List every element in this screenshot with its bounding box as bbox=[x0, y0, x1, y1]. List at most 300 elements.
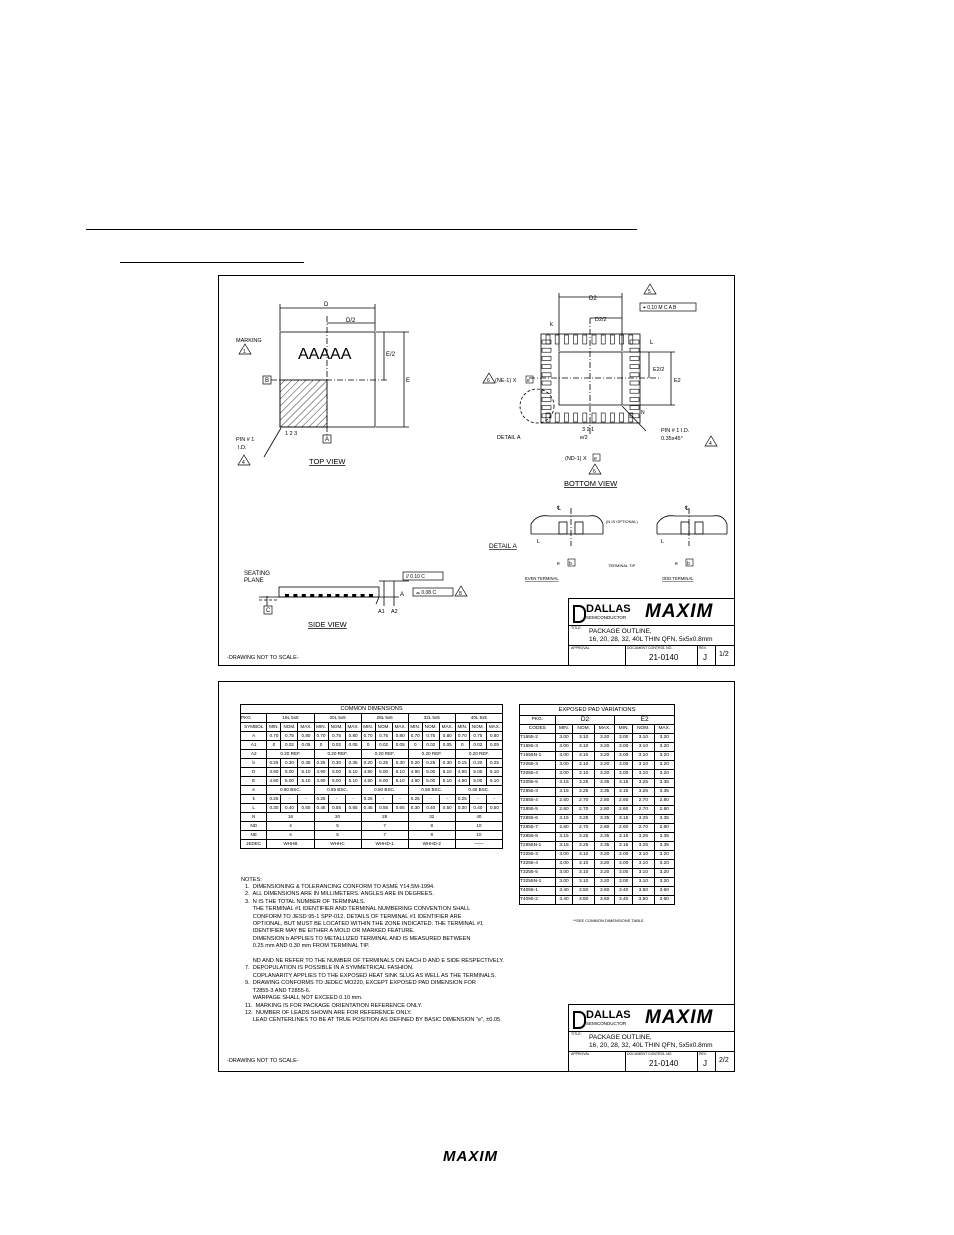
value-cell: 0.70 bbox=[408, 732, 422, 741]
side-terminal bbox=[344, 594, 348, 597]
value-cell: - bbox=[281, 795, 298, 804]
value-cell: 3.00 bbox=[615, 743, 633, 752]
title-line-2: 16, 20, 28, 32, 40L THIN QFN, 5x5x0.8mm bbox=[589, 636, 713, 643]
dim-e-half: E/2 bbox=[386, 352, 396, 358]
pkg-code-cell: T2855-8 bbox=[520, 833, 556, 842]
value-cell: WHHC bbox=[314, 840, 361, 849]
value-cell: 3.00 bbox=[615, 860, 633, 869]
dallas-brand: DALLAS bbox=[586, 603, 631, 615]
value-cell: 3.00 bbox=[555, 878, 573, 887]
value-cell: 0.25 bbox=[361, 795, 375, 804]
value-cell: 5.10 bbox=[345, 768, 361, 777]
bottom-view-title: BOTTOM VIEW bbox=[564, 479, 618, 488]
pkg-code-cell: T2855N-1 bbox=[520, 842, 556, 851]
drawing-sheet-2 bbox=[218, 681, 735, 1072]
value-cell: 3.15 bbox=[555, 842, 573, 851]
value-cell: 0.80 bbox=[439, 732, 455, 741]
approval-label: APPROVAL bbox=[571, 1052, 590, 1056]
value-cell: 3.50 bbox=[633, 896, 655, 905]
min-nom-max-header: MIN. bbox=[615, 725, 633, 734]
common-row bbox=[241, 795, 503, 804]
value-cell: 0.65 bbox=[345, 804, 361, 813]
value-cell: 3.00 bbox=[555, 770, 573, 779]
min-nom-max-header: MAX. bbox=[345, 723, 361, 732]
value-cell: 3.25 bbox=[633, 842, 655, 851]
value-cell: 5.10 bbox=[439, 777, 455, 786]
pad-top bbox=[592, 335, 596, 344]
notes-title: NOTES: bbox=[241, 877, 262, 883]
pad-top bbox=[620, 335, 624, 344]
value-cell: 3.00 bbox=[615, 851, 633, 860]
side-terminal bbox=[369, 594, 373, 597]
value-cell: 2.70 bbox=[573, 824, 595, 833]
exposed-row bbox=[520, 734, 675, 743]
pad-bottom bbox=[564, 413, 568, 422]
title-label: TITLE: bbox=[571, 626, 582, 630]
chamfer-label: 0.35x45° bbox=[661, 436, 683, 442]
value-cell: 3.10 bbox=[633, 878, 655, 887]
value-cell: 3.50 bbox=[633, 887, 655, 896]
pad-right bbox=[630, 340, 639, 344]
marking-label: MARKING bbox=[236, 338, 262, 344]
min-nom-max-header: MIN. bbox=[555, 725, 573, 734]
value-cell: - bbox=[469, 795, 486, 804]
common-row bbox=[241, 750, 503, 759]
note-line: 7. DEPOPULATION IS POSSIBLE IN A SYMMETRICAL FASHION. bbox=[245, 965, 414, 972]
value-cell: 3.00 bbox=[555, 734, 573, 743]
value-cell: - bbox=[375, 795, 392, 804]
common-row bbox=[241, 759, 503, 768]
value-cell: 3.35 bbox=[594, 788, 614, 797]
side-terminal bbox=[302, 594, 306, 597]
exposed-footnote: **SEE COMMON DIMENSIONS TABLE bbox=[573, 918, 644, 923]
value-cell: 2.60 bbox=[555, 797, 573, 806]
note-line: THE TERMINAL #1 IDENTIFIER AND TERMINAL NUMBERING CONVENTION SHALL bbox=[245, 906, 471, 913]
pkg-header: PKG. bbox=[241, 714, 267, 723]
value-cell: 0.25 bbox=[267, 759, 281, 768]
value-cell: 3.00 bbox=[615, 878, 633, 887]
common-title: COMMON DIMENSIONS bbox=[241, 705, 503, 714]
value-cell: 3.20 bbox=[654, 752, 674, 761]
value-cell: 0.80 BSC. bbox=[267, 786, 314, 795]
value-cell: 0.02 bbox=[422, 741, 439, 750]
value-cell: 5.10 bbox=[486, 777, 502, 786]
nd-dimension-label: (ND-1) X bbox=[565, 456, 587, 462]
note-line: DIMENSION b APPLIES TO METALLIZED TERMINAL AND IS MEASURED BETWEEN bbox=[245, 935, 471, 942]
value-cell: 4.90 bbox=[314, 768, 328, 777]
value-cell: 4.90 bbox=[361, 768, 375, 777]
value-cell: 2.60 bbox=[615, 797, 633, 806]
min-nom-max-header: MIN. bbox=[408, 723, 422, 732]
value-cell: 3.60 bbox=[654, 887, 674, 896]
value-cell: 3.10 bbox=[573, 770, 595, 779]
symbol-cell: E bbox=[241, 777, 267, 786]
rev-value: J bbox=[703, 653, 707, 662]
drawing-note-2: -DRAWING NOT TO SCALE- bbox=[227, 1058, 299, 1064]
rev-label: REV. bbox=[699, 646, 707, 650]
value-cell: 0.65 BSC. bbox=[314, 786, 361, 795]
value-cell: 3.20 bbox=[654, 869, 674, 878]
value-cell: 3.10 bbox=[633, 860, 655, 869]
value-cell: 3.15 bbox=[615, 788, 633, 797]
svg-text:D2/2: D2/2 bbox=[595, 317, 607, 323]
min-nom-max-header: MAX. bbox=[298, 723, 314, 732]
value-cell: 3.00 bbox=[555, 761, 573, 770]
value-cell: 3.15 bbox=[555, 779, 573, 788]
value-cell: —— bbox=[455, 840, 502, 849]
odd-terminal-label: ODD TERMINAL bbox=[662, 576, 694, 581]
value-cell: 3.35 bbox=[654, 842, 674, 851]
svg-text:6: 6 bbox=[487, 378, 490, 384]
pkg-code-cell: T3255N-1 bbox=[520, 878, 556, 887]
pad-bottom bbox=[574, 413, 578, 422]
svg-text:⌖ 0.10 M C A B: ⌖ 0.10 M C A B bbox=[643, 305, 677, 311]
value-cell: 3.10 bbox=[573, 860, 595, 869]
pkg-code-cell: T2055-4 bbox=[520, 770, 556, 779]
side-terminal bbox=[310, 594, 314, 597]
value-cell: 3.25 bbox=[573, 788, 595, 797]
bottom-pin-numbers: 3 2 1 bbox=[582, 427, 595, 433]
side-terminal bbox=[285, 594, 289, 597]
value-cell: 3.20 bbox=[594, 743, 614, 752]
value-cell: 3.25 bbox=[633, 779, 655, 788]
side-terminal bbox=[319, 594, 323, 597]
pkg-code-cell: T3255-3 bbox=[520, 851, 556, 860]
pad-right bbox=[630, 389, 639, 393]
symbol-cell: A bbox=[241, 732, 267, 741]
symbol-cell: b bbox=[241, 759, 267, 768]
value-cell: 0.70 bbox=[361, 732, 375, 741]
value-cell: 32 bbox=[408, 813, 455, 822]
svg-text:A: A bbox=[325, 437, 330, 443]
value-cell: 3.25 bbox=[573, 833, 595, 842]
pkg-code-cell: T2055-3 bbox=[520, 761, 556, 770]
value-cell: 0.25 bbox=[455, 795, 469, 804]
exposed-row bbox=[520, 860, 675, 869]
value-cell: 3.00 bbox=[555, 743, 573, 752]
min-nom-max-header: NOM. bbox=[281, 723, 298, 732]
min-nom-max-header: NOM. bbox=[375, 723, 392, 732]
value-cell: 0.75 bbox=[469, 732, 486, 741]
value-cell: 2.70 bbox=[573, 797, 595, 806]
common-row bbox=[241, 786, 503, 795]
svg-text:A1: A1 bbox=[378, 609, 385, 615]
value-cell: 28 bbox=[361, 813, 408, 822]
ne-dimension-label: (NE-1) X bbox=[495, 378, 517, 384]
doc-number: 21-0140 bbox=[649, 653, 679, 662]
note-line: COPLANARITY APPLIES TO THE EXPOSED HEAT SINK SLUG AS WELL AS THE TERMINALS. bbox=[245, 972, 497, 979]
value-cell: 5.10 bbox=[345, 777, 361, 786]
common-dimensions-table bbox=[240, 704, 503, 849]
pad-left bbox=[542, 356, 551, 360]
pad-bottom bbox=[592, 413, 596, 422]
value-cell: 3.20 bbox=[654, 851, 674, 860]
value-cell: 2.80 bbox=[654, 797, 674, 806]
pkg-code-cell: T2855-5 bbox=[520, 806, 556, 815]
value-cell: 3.20 bbox=[654, 860, 674, 869]
value-cell: 0.50 bbox=[486, 804, 502, 813]
value-cell: - bbox=[486, 795, 502, 804]
value-cell: 3.00 bbox=[615, 734, 633, 743]
n-optional-note: (N IS OPTIONAL) bbox=[606, 519, 638, 524]
side-terminal bbox=[352, 594, 356, 597]
value-cell: 0.25 bbox=[375, 759, 392, 768]
detail-a-callout: DETAIL A bbox=[497, 435, 521, 441]
value-cell: 0.50 bbox=[439, 804, 455, 813]
value-cell: 2.80 bbox=[654, 806, 674, 815]
value-cell: WHHD-1 bbox=[361, 840, 408, 849]
drawing-sheet-1 bbox=[218, 275, 735, 666]
value-cell: 3.35 bbox=[654, 779, 674, 788]
common-row bbox=[241, 804, 503, 813]
exposed-codes-header: CODES bbox=[520, 725, 556, 734]
value-cell: 3.25 bbox=[633, 815, 655, 824]
value-cell: 3.10 bbox=[573, 878, 595, 887]
value-cell: 0.30 bbox=[408, 804, 422, 813]
value-cell: 3.10 bbox=[633, 734, 655, 743]
pkg-code-cell: T2855-4 bbox=[520, 797, 556, 806]
value-cell: 3.00 bbox=[555, 860, 573, 869]
common-row bbox=[241, 732, 503, 741]
exposed-row bbox=[520, 770, 675, 779]
note-line: 2. ALL DIMENSIONS ARE IN MILLIMETERS. ANGLES ARE IN DEGREES. bbox=[245, 891, 434, 898]
pkg-code-cell: T2855-6 bbox=[520, 815, 556, 824]
value-cell: 3.10 bbox=[573, 761, 595, 770]
title-block-2 bbox=[568, 1004, 735, 1072]
value-cell: 3.10 bbox=[633, 761, 655, 770]
value-cell: 0.25 bbox=[314, 759, 328, 768]
value-cell: 2.80 bbox=[654, 824, 674, 833]
value-cell: 0.75 bbox=[422, 732, 439, 741]
svg-text:5: 5 bbox=[648, 289, 651, 295]
pad-bottom bbox=[629, 413, 633, 422]
doc-label: DOCUMENT CONTROL NO. bbox=[627, 1052, 673, 1056]
min-nom-max-header: NOM. bbox=[633, 725, 655, 734]
value-cell: 3.10 bbox=[633, 770, 655, 779]
note-line: OPTIONAL, BUT MUST BE LOCATED WITHIN THE ZONE INDICATED. THE TERMINAL #1 bbox=[245, 921, 484, 928]
side-terminal bbox=[361, 594, 365, 597]
value-cell: 3.25 bbox=[573, 779, 595, 788]
value-cell: 3.40 bbox=[555, 896, 573, 905]
value-cell: 3.15 bbox=[615, 833, 633, 842]
value-cell: 0.35 bbox=[345, 759, 361, 768]
value-cell: 0.20 REF. bbox=[361, 750, 408, 759]
svg-text:A2: A2 bbox=[391, 609, 398, 615]
exposed-row bbox=[520, 878, 675, 887]
value-cell: 16 bbox=[267, 813, 314, 822]
pad-right bbox=[630, 397, 639, 401]
exposed-title: EXPOSED PAD VARIATIONS bbox=[520, 705, 675, 716]
value-cell: - bbox=[422, 795, 439, 804]
top-view-title: TOP VIEW bbox=[309, 457, 346, 466]
min-nom-max-header: MIN. bbox=[455, 723, 469, 732]
value-cell: 5.00 bbox=[375, 768, 392, 777]
symbol-cell: L bbox=[241, 804, 267, 813]
value-cell: 3.20 bbox=[594, 869, 614, 878]
value-cell: 3.35 bbox=[594, 815, 614, 824]
value-cell: 3.60 bbox=[594, 896, 614, 905]
value-cell: 5.00 bbox=[328, 777, 345, 786]
note-line: T2855-3 AND T2855-6. bbox=[245, 987, 311, 994]
min-nom-max-header: NOM. bbox=[328, 723, 345, 732]
value-cell: 2.60 bbox=[615, 806, 633, 815]
value-cell: 0 bbox=[267, 741, 281, 750]
value-cell: 0.80 bbox=[486, 732, 502, 741]
value-cell: 0.15 bbox=[455, 759, 469, 768]
value-cell: 0.55 bbox=[375, 804, 392, 813]
svg-text:⌓ 0.08 C: ⌓ 0.08 C bbox=[416, 590, 437, 596]
note-line: LEAD CENTERLINES TO BE AT TRUE POSITION AS DEFINED BY BASIC DIMENSION "e", ±0.05. bbox=[245, 1017, 502, 1024]
value-cell: 0.02 bbox=[375, 741, 392, 750]
pkg-code-cell: T3255-5 bbox=[520, 869, 556, 878]
exposed-row bbox=[520, 752, 675, 761]
value-cell: 3.20 bbox=[594, 860, 614, 869]
value-cell: 3.20 bbox=[654, 761, 674, 770]
note-line: IDENTIFIER MAY BE EITHER A MOLD OR MARKED FEATURE. bbox=[245, 928, 415, 935]
value-cell: WHHB bbox=[267, 840, 314, 849]
min-nom-max-header: MAX. bbox=[439, 723, 455, 732]
title-line-1: PACKAGE OUTLINE, bbox=[589, 1034, 652, 1041]
value-cell: 2.70 bbox=[573, 806, 595, 815]
exposed-group-header: E2 bbox=[615, 716, 675, 725]
value-cell: 5.10 bbox=[298, 768, 314, 777]
exposed-pkg-header: PKG. bbox=[520, 716, 556, 725]
value-cell: 0.30 bbox=[439, 759, 455, 768]
value-cell: 5.00 bbox=[422, 777, 439, 786]
dim-d-half: D/2 bbox=[346, 318, 356, 324]
pad-right bbox=[630, 356, 639, 360]
title-label: TITLE: bbox=[571, 1032, 582, 1036]
value-cell: 0.40 BSC. bbox=[455, 786, 502, 795]
value-cell: 3.15 bbox=[615, 779, 633, 788]
value-cell: 3.00 bbox=[555, 851, 573, 860]
value-cell: 0.05 bbox=[439, 741, 455, 750]
value-cell: 2.80 bbox=[594, 806, 614, 815]
pkg-code-cell: T2855-7 bbox=[520, 824, 556, 833]
pad-left bbox=[542, 406, 551, 410]
value-cell: 0.75 bbox=[375, 732, 392, 741]
value-cell: 3.25 bbox=[573, 842, 595, 851]
svg-text:B: B bbox=[265, 378, 270, 384]
value-cell: 3.10 bbox=[573, 743, 595, 752]
svg-text:b: b bbox=[687, 561, 690, 567]
value-cell: 0.02 bbox=[281, 741, 298, 750]
pkg-code-cell: T3255-4 bbox=[520, 860, 556, 869]
value-cell: 0.30 bbox=[281, 759, 298, 768]
value-cell: WHHD-2 bbox=[408, 840, 455, 849]
side-view bbox=[259, 581, 409, 606]
value-cell: 3.20 bbox=[654, 743, 674, 752]
svg-text:e: e bbox=[527, 378, 530, 384]
svg-text:℄: ℄ bbox=[557, 506, 561, 512]
value-cell: - bbox=[298, 795, 314, 804]
terminal-tip-label: TERMINAL TIP bbox=[608, 563, 636, 568]
svg-text:E2: E2 bbox=[674, 378, 681, 384]
symbol-header: SYMBOL bbox=[241, 723, 267, 732]
value-cell: 3.25 bbox=[633, 833, 655, 842]
value-cell: 5.00 bbox=[375, 777, 392, 786]
value-cell: 0.25 bbox=[422, 759, 439, 768]
symbol-cell: k bbox=[241, 795, 267, 804]
value-cell: 2.70 bbox=[633, 806, 655, 815]
title-block-1 bbox=[568, 598, 735, 666]
value-cell: 4 bbox=[267, 822, 314, 831]
maxim-logo: MAXIM bbox=[645, 1007, 714, 1028]
value-cell: 3.20 bbox=[654, 770, 674, 779]
value-cell: 0.20 REF. bbox=[455, 750, 502, 759]
pad-left bbox=[542, 397, 551, 401]
value-cell: 0.05 bbox=[298, 741, 314, 750]
value-cell: 0.40 bbox=[469, 804, 486, 813]
value-cell: 3.20 bbox=[654, 734, 674, 743]
value-cell: - bbox=[345, 795, 361, 804]
subsection-rule bbox=[120, 262, 304, 263]
pad-right bbox=[630, 365, 639, 369]
value-cell: - bbox=[439, 795, 455, 804]
min-nom-max-header: MIN. bbox=[361, 723, 375, 732]
dallas-logo-icon bbox=[573, 605, 586, 623]
svg-text:L: L bbox=[537, 539, 541, 545]
value-cell: 0.05 bbox=[486, 741, 502, 750]
value-cell: 3.35 bbox=[594, 779, 614, 788]
value-cell: 3.20 bbox=[594, 878, 614, 887]
value-cell: 7 bbox=[361, 822, 408, 831]
value-cell: 2.70 bbox=[633, 797, 655, 806]
value-cell: 20 bbox=[314, 813, 361, 822]
value-cell: 3.00 bbox=[615, 770, 633, 779]
exposed-pad-table bbox=[519, 704, 675, 905]
min-nom-max-header: MAX. bbox=[654, 725, 674, 734]
pad-top bbox=[574, 335, 578, 344]
value-cell: 2.60 bbox=[555, 806, 573, 815]
min-nom-max-header: MAX. bbox=[392, 723, 408, 732]
value-cell: 3.00 bbox=[615, 761, 633, 770]
value-cell: 7 bbox=[361, 831, 408, 840]
value-cell: 5.00 bbox=[281, 777, 298, 786]
pkg-code-cell: T4055-1 bbox=[520, 887, 556, 896]
dallas-logo-icon bbox=[573, 1011, 586, 1029]
value-cell: 3.10 bbox=[573, 869, 595, 878]
value-cell: 3.20 bbox=[594, 761, 614, 770]
svg-text:6: 6 bbox=[593, 469, 596, 475]
pin1-id-label: I.D. bbox=[238, 445, 247, 451]
value-cell: 3.15 bbox=[555, 833, 573, 842]
min-nom-max-header: MIN. bbox=[314, 723, 328, 732]
value-cell: 5.10 bbox=[392, 777, 408, 786]
svg-text:k: k bbox=[550, 322, 553, 328]
pad-top bbox=[583, 335, 587, 344]
side-terminal bbox=[293, 594, 297, 597]
value-cell: 0.75 bbox=[328, 732, 345, 741]
value-cell: 0.30 bbox=[267, 804, 281, 813]
value-cell: 4.90 bbox=[408, 777, 422, 786]
pad-top bbox=[601, 335, 605, 344]
min-nom-max-header: MIN. bbox=[267, 723, 281, 732]
side-view-title: SIDE VIEW bbox=[308, 620, 347, 629]
pad-right bbox=[630, 406, 639, 410]
min-nom-max-header: MAX. bbox=[594, 725, 614, 734]
maxim-logo: MAXIM bbox=[645, 601, 714, 622]
value-cell: 3.15 bbox=[555, 815, 573, 824]
value-cell: 3.10 bbox=[633, 743, 655, 752]
note-line: WARPAGE SHALL NOT EXCEED 0.10 mm. bbox=[245, 995, 363, 1002]
value-cell: 0.70 bbox=[267, 732, 281, 741]
pkg-name-header: 16L 5x5 bbox=[267, 714, 314, 723]
pkg-name-header: 28L 5x5 bbox=[361, 714, 408, 723]
pad-bottom bbox=[601, 413, 605, 422]
footer-maxim-logo: MAXIM bbox=[443, 1148, 498, 1165]
exposed-row bbox=[520, 806, 675, 815]
